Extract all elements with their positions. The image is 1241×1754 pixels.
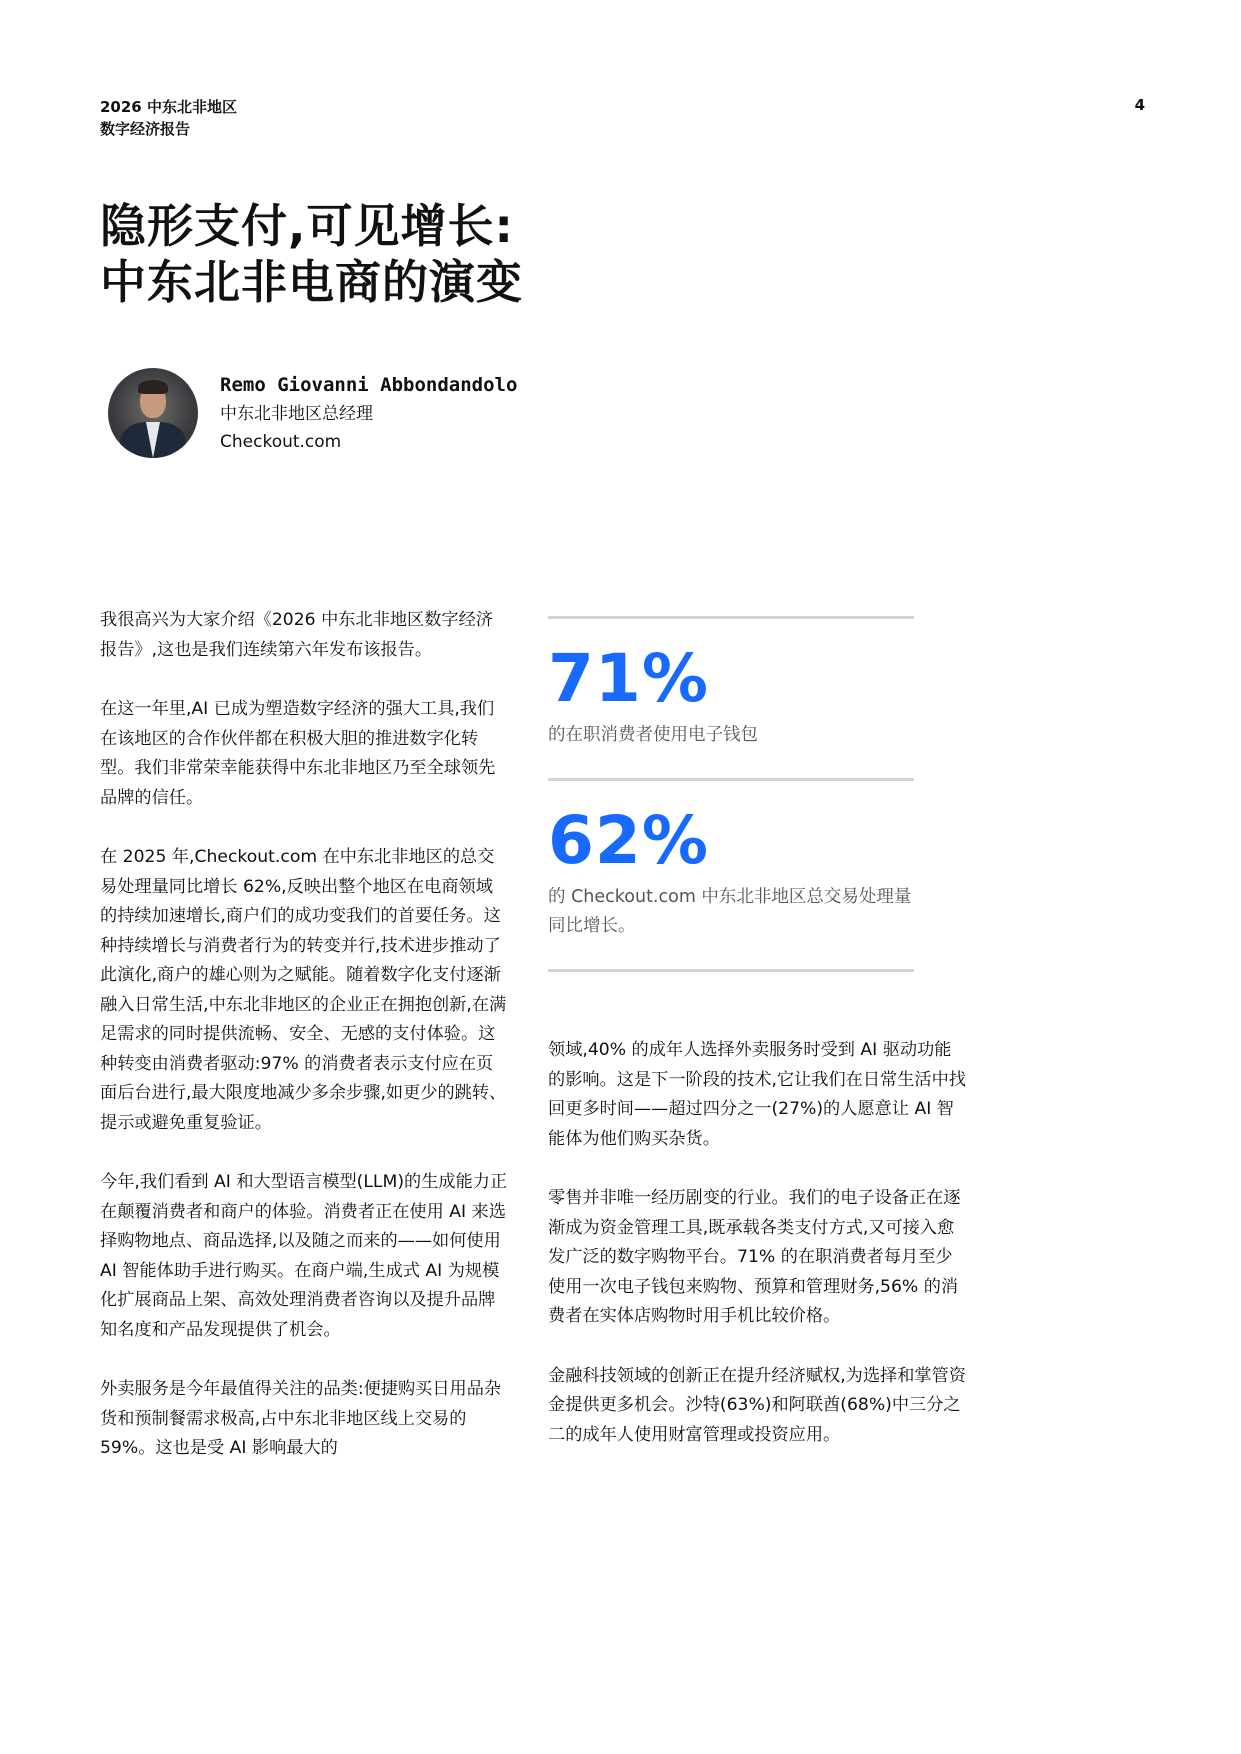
left-column: [100, 606, 510, 1494]
header-line-2: 数字经济报告: [100, 120, 191, 138]
author-role: 中东北非地区总经理: [220, 404, 373, 424]
stat-value: 62%: [548, 802, 709, 879]
author-company: Checkout.com: [220, 432, 342, 452]
report-header: [100, 96, 237, 140]
author-info: [220, 370, 517, 456]
stat-label: 的在职消费者使用电子钱包: [548, 725, 758, 745]
paragraph: 零售并非唯一经历剧变的行业。我们的电子设备正在逐渐成为资金管理工具,既承载各类支付方式,又可接入愈发广泛的数字购物平台。71% 的在职消费者每月至少使用一次电子钱包来购物、预算和管理财务,56% 的消费者在实体店购物时用手机比较价格。: [548, 1188, 961, 1326]
paragraph: 在这一年里,AI 已成为塑造数字经济的强大工具,我们在该地区的合作伙伴都在积极大胆的推进数字化转型。我们非常荣幸能获得中东北非地区乃至全球领先品牌的信任。: [100, 699, 496, 808]
paragraph: 在 2025 年,Checkout.com 在中东北非地区的总交易处理量同比增长 62%,反映出整个地区在电商领域的持续加速增长,商户们的成功变我们的首要任务。这种持续增长与消费者行为的转变并行,技术进步推动了此演化,商户的雄心则为之赋能。随着数字化支付逐渐融入日常生活,中东北非地区的企业正在拥抱创新,在满足需求的同时提供流畅、安全、无感的支付体验。这种转变由消费者驱动:97% 的消费者表示支付应在页面后台进行,最大限度地减少多余步骤,如更少的跳转、提示或避免重复验证。: [100, 847, 507, 1133]
page-title: [100, 198, 523, 310]
page-number: 4: [1134, 96, 1145, 114]
right-column: [548, 1036, 968, 1480]
paragraph: 今年,我们看到 AI 和大型语言模型(LLM)的生成能力正在颠覆消费者和商户的体验。消费者正在使用 AI 来选择购物地点、商品选择,以及随之而来的——如何使用 AI 智能体助手进行购买。在商户端,生成式 AI 为规模化扩展商品上架、高效处理消费者咨询以及提升品牌知名度和产品发现提供了机会。: [100, 1172, 508, 1340]
stat-block-1: [548, 616, 914, 750]
paragraph: 外卖服务是今年最值得关注的品类:便捷购买日用品杂货和预制餐需求极高,占中东北非地区线上交易的 59%。这也是受 AI 影响最大的: [100, 1379, 502, 1458]
title-line-1: 隐形支付,可见增长:: [100, 199, 514, 253]
title-line-2: 中东北非电商的演变: [100, 255, 523, 309]
divider: [548, 969, 914, 972]
stats-sidebar: [548, 616, 914, 972]
stat-block-2: [548, 778, 914, 941]
paragraph: 领域,40% 的成年人选择外卖服务时受到 AI 驱动功能的影响。这是下一阶段的技术,它让我们在日常生活中找回更多时间——超过四分之一(27%)的人愿意让 AI 智能体为他们购买杂货。: [548, 1040, 966, 1149]
avatar: [108, 368, 198, 458]
paragraph: 我很高兴为大家介绍《2026 中东北非地区数字经济报告》,这也是我们连续第六年发布该报告。: [100, 610, 493, 660]
stat-label: 的 Checkout.com 中东北非地区总交易处理量同比增长。: [548, 887, 912, 936]
header-line-1: 2026 中东北非地区: [100, 98, 237, 116]
author-block: [108, 368, 517, 458]
author-name: Remo Giovanni Abbondandolo: [220, 374, 518, 396]
stat-value: 71%: [548, 640, 709, 717]
paragraph: 金融科技领域的创新正在提升经济赋权,为选择和掌管资金提供更多机会。沙特(63%)和阿联酋(68%)中三分之二的成年人使用财富管理或投资应用。: [548, 1365, 966, 1445]
